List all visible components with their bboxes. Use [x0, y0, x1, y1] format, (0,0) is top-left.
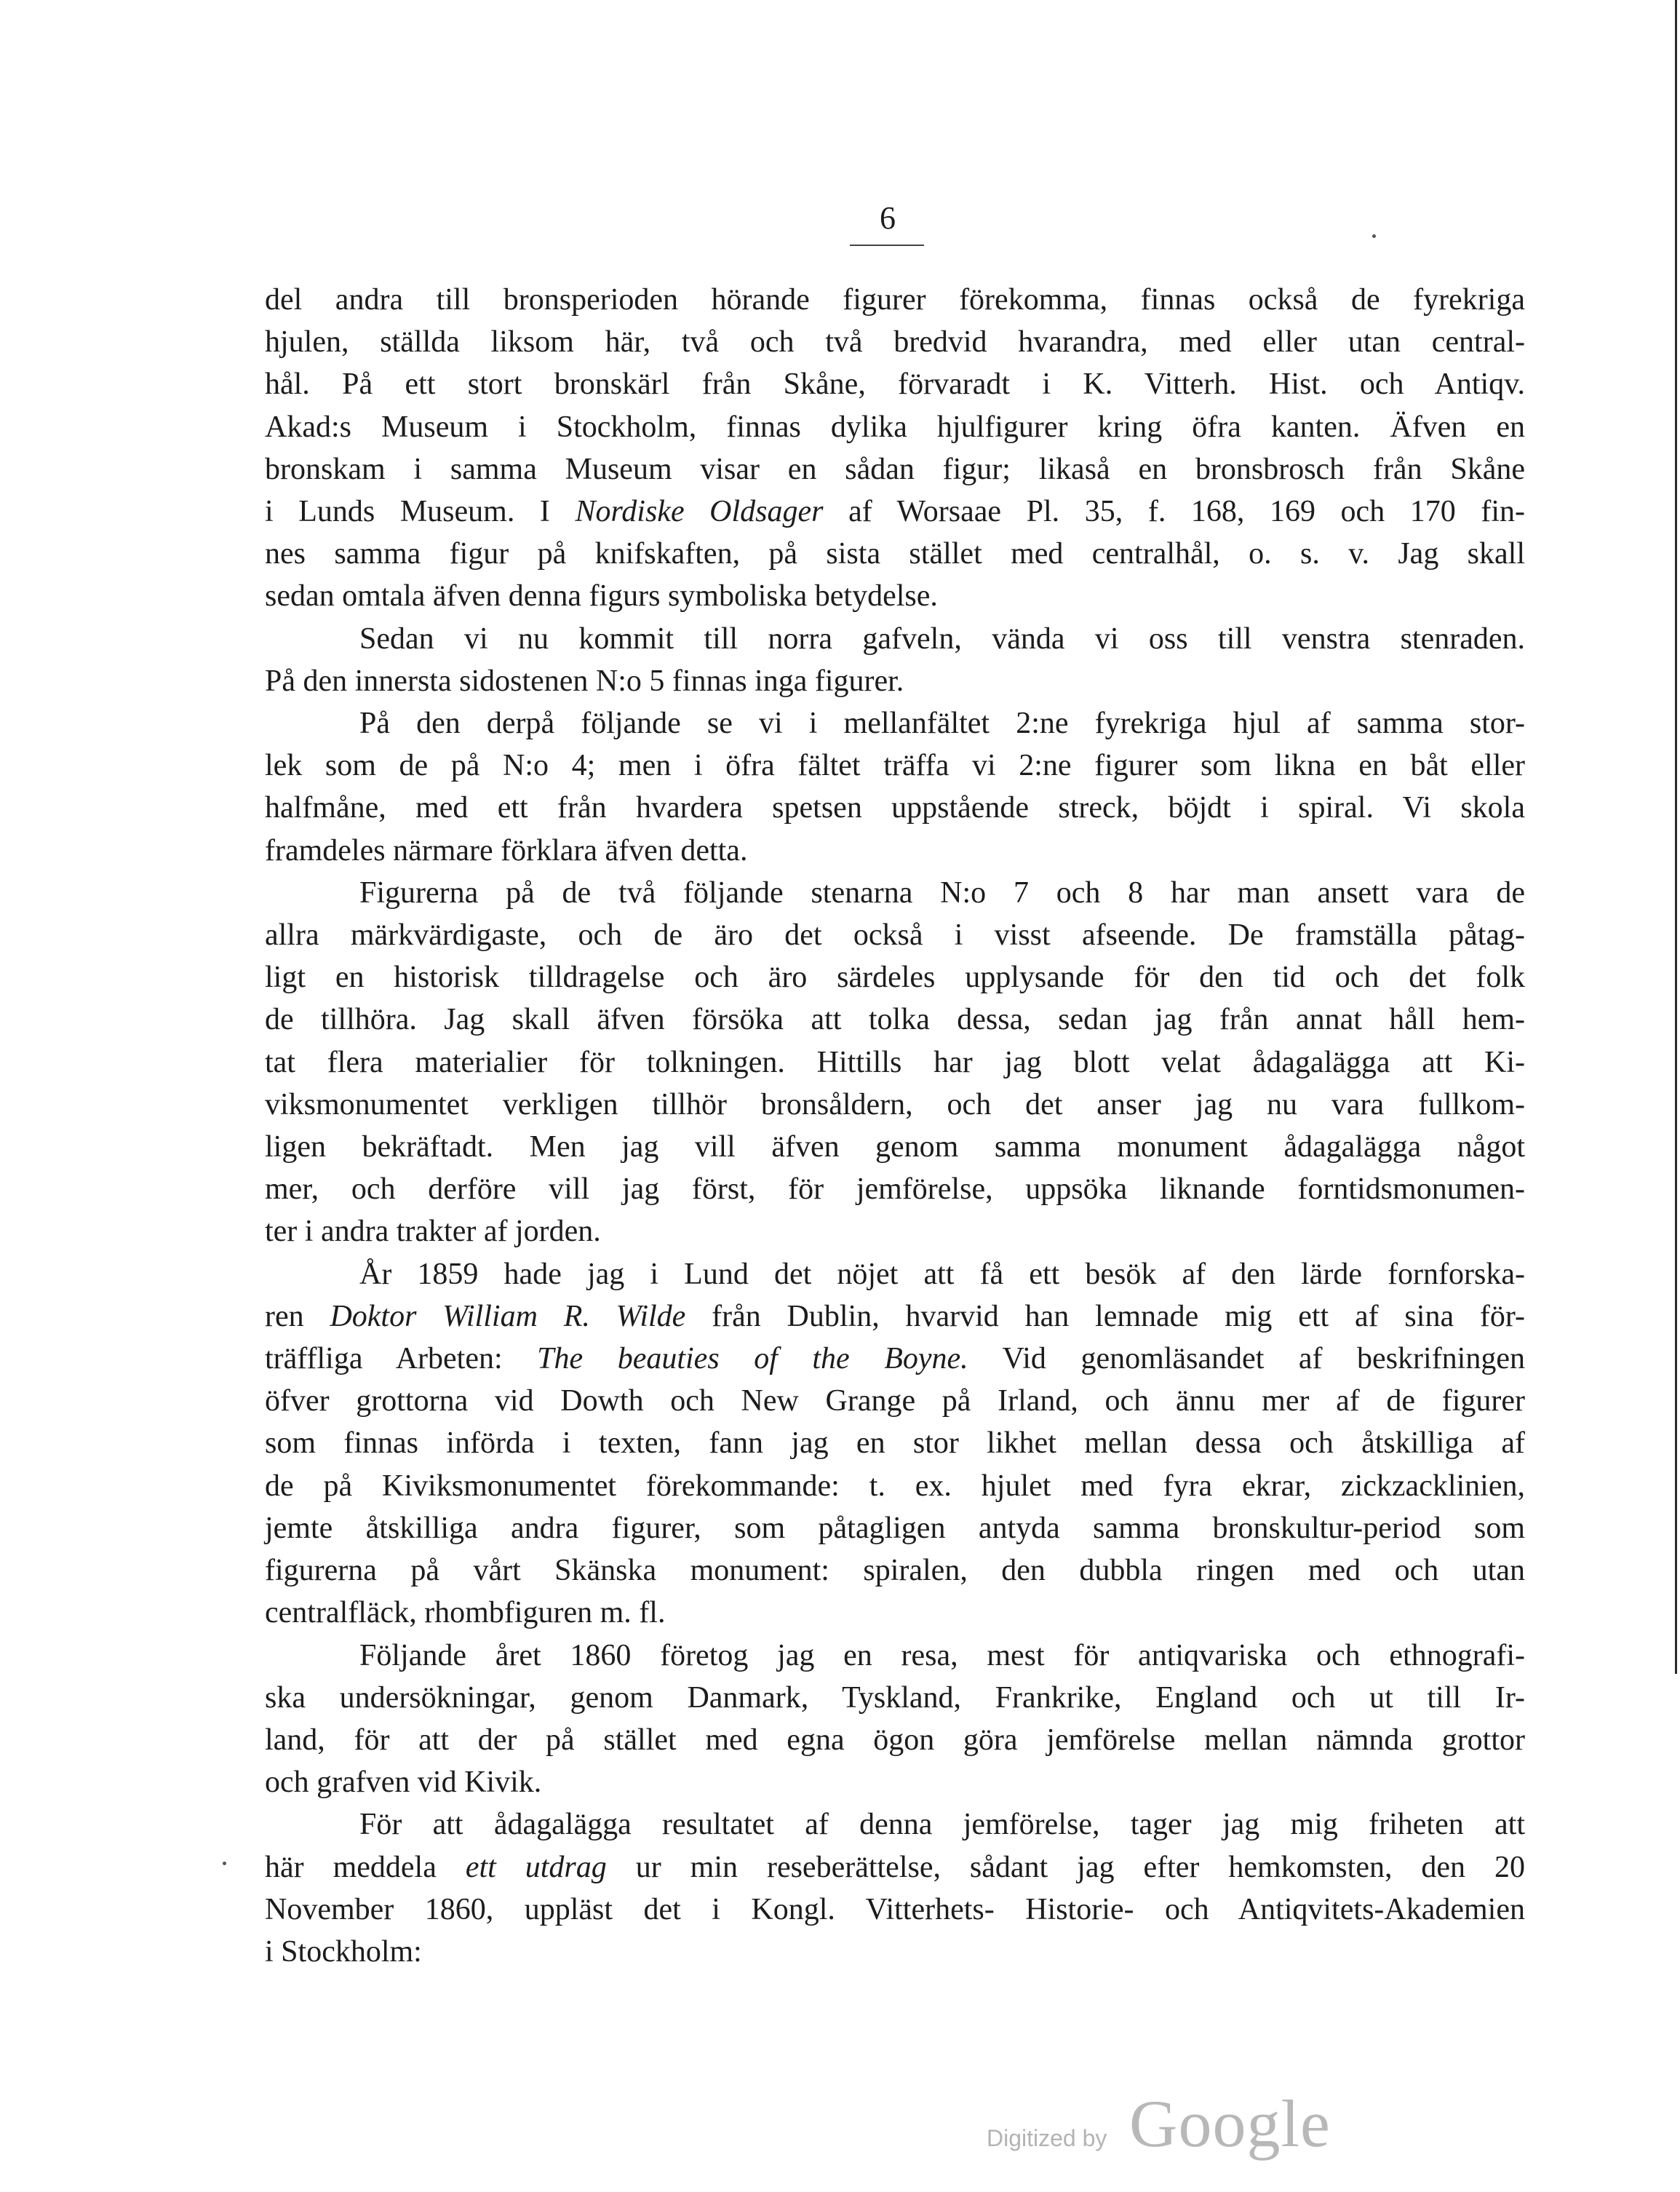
italic-title: ett utdrag	[465, 1850, 607, 1884]
text-line: nes samma figur på knifskaften, på sista stället med centralhål, o. s. v. Jag skall	[265, 537, 1525, 571]
text-segment: från Dublin, hvarvid han lemnade mig ett af sina för-	[685, 1299, 1526, 1333]
page-edge-line	[1675, 0, 1677, 1674]
text-line: På den innersta sidostenen N:o 5 finnas inga figurer.	[265, 664, 904, 698]
text-line	[265, 1846, 1525, 1889]
paragraph	[265, 279, 1525, 618]
text-line	[265, 1803, 1525, 1846]
text-line: År 1859 hade jag i Lund det nöjet att få ett besök af den lärde fornforska-	[359, 1257, 1525, 1291]
text-line: jemte åtskilliga andra figurer, som påtagligen antyda samma bronskultur-period som	[265, 1511, 1525, 1545]
text-line: land, för att der på stället med egna ögon göra jemförelse mellan nämnda grottor	[265, 1723, 1525, 1757]
text-line: centralfläck, rhombfiguren m. fl.	[265, 1596, 666, 1630]
text-line: På den derpå följande se vi i mellanfältet 2:ne fyrekriga hjul af samma stor-	[359, 707, 1525, 741]
text-line	[265, 1338, 1525, 1380]
text-line: i Stockholm:	[265, 1934, 422, 1969]
paragraph	[265, 1635, 1525, 1804]
text-segment: träffliga Arbeten:	[265, 1342, 538, 1376]
paragraph	[265, 872, 1525, 1253]
text-line: del andra till bronsperioden hörande figurer förekomma, finnas också de fyrekriga	[265, 283, 1525, 317]
text-line: mer, och derföre vill jag först, för jemförelse, uppsöka liknande forntidsmonumen-	[265, 1172, 1525, 1207]
text-line: och grafven vid Kivik.	[265, 1766, 542, 1800]
text-segment: Vid genomläsandet af beskrifningen	[968, 1342, 1525, 1376]
digitized-by-text: Digitized by	[987, 2125, 1107, 2151]
paragraph	[265, 1803, 1525, 1973]
digitized-by-watermark	[987, 2087, 1409, 2167]
text-segment: i Lunds Museum. I	[265, 495, 576, 529]
text-line: Akad:s Museum i Stockholm, finnas dylika hjulfigurer kring öfra kanten. Äfven en	[265, 410, 1525, 444]
text-line: allra märkvärdigaste, och de äro det också i visst afseende. De framställa påtag-	[265, 918, 1525, 953]
paragraph	[265, 702, 1525, 872]
text-line: ska undersökningar, genom Danmark, Tyskland, Frankrike, England och ut till Ir-	[265, 1680, 1525, 1715]
italic-title: The beauties of the Boyne.	[537, 1342, 968, 1376]
text-segment: ur min reseberättelse, sådant jag efter hemkomsten, den 20	[606, 1850, 1526, 1884]
text-line: bronskam i samma Museum visar en sådan figur; likaså en bronsbrosch från Skåne	[265, 452, 1525, 486]
margin-mark	[223, 1862, 226, 1865]
italic-title: Nordiske Oldsager	[575, 495, 824, 529]
text-segment: För att ådagalägga resultatet af denna jemförelse, tager jag mig friheten att	[359, 1808, 1525, 1842]
text-line: tat flera materialier för tolkningen. Hittills har jag blott velat ådagalägga att Ki-	[265, 1045, 1525, 1079]
text-line: sedan omtala äfven denna figurs symboliska betydelse.	[265, 579, 938, 613]
text-line: figurerna på vårt Skänska monument: spiralen, den dubbla ringen med och utan	[265, 1554, 1525, 1588]
text-line: Följande året 1860 företog jag en resa, mest för antiqvariska och ethnografi-	[359, 1638, 1525, 1672]
text-line: ter i andra trakter af jorden.	[265, 1215, 601, 1249]
paragraph	[265, 1253, 1525, 1635]
text-line: hjulen, ställda liksom här, två och två bredvid hvarandra, med eller utan central-	[265, 325, 1525, 360]
text-line: Figurerna på de två följande stenarna N:o 7 och 8 har man ansett vara de	[359, 875, 1525, 910]
text-segment: ren	[265, 1299, 330, 1333]
text-line: de på Kiviksmonumentet förekommande: t. ex. hjulet med fyra ekrar, zickzacklinien,	[265, 1469, 1525, 1503]
body-text	[265, 279, 1525, 1973]
text-line: viksmonumentet verkligen tillhör bronsåldern, och det anser jag nu vara fullkom-	[265, 1087, 1525, 1121]
text-line: ligen bekräftadt. Men jag vill äfven genom samma monument ådagalägga något	[265, 1130, 1525, 1164]
text-line	[265, 1295, 1525, 1338]
text-line	[265, 491, 1525, 533]
google-logo: Google	[1129, 2086, 1331, 2161]
margin-mark	[1372, 234, 1376, 238]
text-line: ligt en historisk tilldragelse och äro särdeles upplysande för den tid och det folk	[265, 961, 1525, 995]
text-line: öfver grottorna vid Dowth och New Grange på Irland, och ännu mer af de figurer	[265, 1384, 1525, 1418]
text-line: de tillhöra. Jag skall äfven försöka att tolka dessa, sedan jag från annat håll hem-	[265, 1003, 1525, 1037]
text-line: halfmåne, med ett från hvardera spetsen uppstående streck, böjdt i spiral. Vi skola	[265, 791, 1525, 825]
page-number: 6	[880, 200, 896, 236]
text-line: som finnas införda i texten, fann jag en stor likhet mellan dessa och åtskilliga af	[265, 1426, 1525, 1461]
text-line: lek som de på N:o 4; men i öfra fältet träffa vi 2:ne figurer som likna en båt eller	[265, 749, 1525, 783]
text-line: November 1860, uppläst det i Kongl. Vitterhets- Historie- och Antiqvitets-Akademien	[265, 1892, 1525, 1926]
text-line: Sedan vi nu kommit till norra gafveln, vända vi oss till venstra stenraden.	[359, 622, 1525, 656]
text-line: framdeles närmare förklara äfven detta.	[265, 833, 748, 867]
text-segment: här meddela	[265, 1850, 466, 1884]
text-line: hål. På ett stort bronskärl från Skåne, förvaradt i K. Vitterh. Hist. och Antiqv.	[265, 368, 1525, 402]
paragraph	[265, 618, 1525, 702]
italic-title: Doktor William R. Wilde	[330, 1299, 686, 1333]
text-segment: af Worsaae Pl. 35, f. 168, 169 och 170 fin-	[823, 495, 1526, 529]
page-number-rule	[850, 245, 924, 246]
